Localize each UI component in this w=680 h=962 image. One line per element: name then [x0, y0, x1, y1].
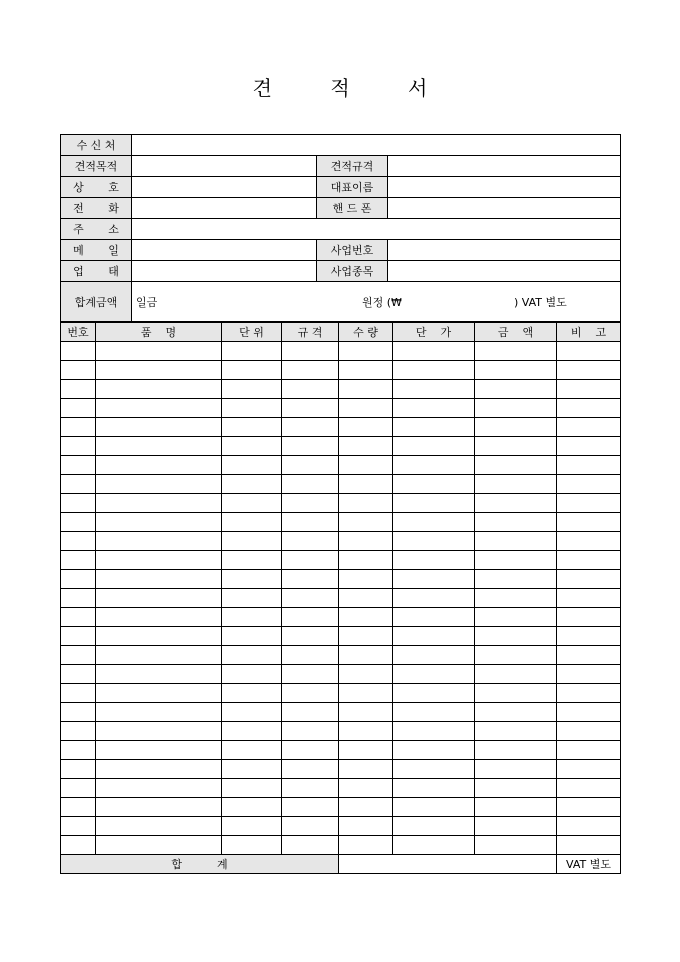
table-row [61, 418, 621, 437]
table-cell[interactable] [557, 532, 621, 551]
table-cell[interactable] [282, 551, 339, 570]
table-cell[interactable] [339, 684, 393, 703]
company-field[interactable] [132, 177, 317, 198]
table-cell[interactable] [282, 665, 339, 684]
table-cell[interactable] [557, 551, 621, 570]
table-cell[interactable] [339, 665, 393, 684]
table-cell[interactable] [557, 798, 621, 817]
table-cell[interactable] [557, 608, 621, 627]
column-header: 단 위 [222, 323, 282, 342]
table-cell[interactable] [222, 665, 282, 684]
table-cell[interactable] [282, 513, 339, 532]
table-cell[interactable] [282, 380, 339, 399]
table-cell[interactable] [282, 437, 339, 456]
table-row [61, 684, 621, 703]
table-cell[interactable] [475, 627, 557, 646]
table-cell[interactable] [61, 665, 96, 684]
table-cell[interactable] [222, 513, 282, 532]
table-row [61, 475, 621, 494]
table-row [61, 342, 621, 361]
recipient-label: 수 신 처 [61, 135, 132, 156]
table-cell[interactable] [475, 456, 557, 475]
table-cell[interactable] [222, 456, 282, 475]
table-cell[interactable] [475, 665, 557, 684]
table-cell[interactable] [339, 817, 393, 836]
table-row [61, 532, 621, 551]
table-cell[interactable] [96, 646, 222, 665]
table-cell[interactable] [393, 532, 475, 551]
table-cell[interactable] [339, 570, 393, 589]
table-cell[interactable] [557, 779, 621, 798]
table-cell[interactable] [393, 741, 475, 760]
table-cell[interactable] [393, 361, 475, 380]
table-cell[interactable] [222, 570, 282, 589]
table-cell[interactable] [282, 342, 339, 361]
table-cell[interactable] [557, 380, 621, 399]
table-row [61, 494, 621, 513]
table-cell[interactable] [222, 722, 282, 741]
table-cell[interactable] [96, 475, 222, 494]
table-cell[interactable] [222, 380, 282, 399]
table-cell[interactable] [339, 836, 393, 855]
table-cell[interactable] [222, 532, 282, 551]
spec-label: 견적규격 [317, 156, 388, 177]
table-cell[interactable] [61, 551, 96, 570]
table-cell[interactable] [339, 399, 393, 418]
ceo-label: 대표이름 [317, 177, 388, 198]
table-cell[interactable] [393, 551, 475, 570]
email-field[interactable] [132, 240, 317, 261]
table-cell[interactable] [222, 779, 282, 798]
table-cell[interactable] [475, 342, 557, 361]
table-cell[interactable] [61, 342, 96, 361]
table-cell[interactable] [557, 703, 621, 722]
table-cell[interactable] [393, 494, 475, 513]
ceo-field[interactable] [388, 177, 621, 198]
table-cell[interactable] [222, 817, 282, 836]
table-cell[interactable] [339, 646, 393, 665]
table-cell[interactable] [96, 399, 222, 418]
table-cell[interactable] [96, 608, 222, 627]
table-cell[interactable] [475, 589, 557, 608]
table-cell[interactable] [557, 361, 621, 380]
table-cell[interactable] [557, 760, 621, 779]
recipient-field[interactable] [132, 135, 621, 156]
table-cell[interactable] [282, 684, 339, 703]
table-cell[interactable] [96, 722, 222, 741]
table-cell[interactable] [393, 456, 475, 475]
table-row [61, 722, 621, 741]
table-cell[interactable] [61, 760, 96, 779]
table-cell[interactable] [475, 608, 557, 627]
table-row [61, 608, 621, 627]
table-cell[interactable] [475, 722, 557, 741]
table-cell[interactable] [557, 589, 621, 608]
table-cell[interactable] [339, 532, 393, 551]
table-cell[interactable] [61, 361, 96, 380]
table-cell[interactable] [282, 475, 339, 494]
table-cell[interactable] [282, 646, 339, 665]
table-cell[interactable] [96, 760, 222, 779]
table-cell[interactable] [557, 627, 621, 646]
table-cell[interactable] [61, 437, 96, 456]
table-cell[interactable] [339, 722, 393, 741]
table-row [61, 779, 621, 798]
items-table [60, 322, 621, 874]
table-cell[interactable] [96, 570, 222, 589]
table-cell[interactable] [475, 741, 557, 760]
table-cell[interactable] [282, 722, 339, 741]
total-amount-field[interactable] [339, 855, 557, 874]
table-cell[interactable] [96, 532, 222, 551]
table-cell[interactable] [282, 589, 339, 608]
table-cell[interactable] [557, 817, 621, 836]
mobile-label: 핸 드 폰 [317, 198, 388, 219]
table-cell[interactable] [61, 722, 96, 741]
table-cell[interactable] [475, 817, 557, 836]
table-cell[interactable] [393, 684, 475, 703]
table-row [61, 456, 621, 475]
table-cell[interactable] [222, 703, 282, 722]
table-cell[interactable] [282, 570, 339, 589]
table-cell[interactable] [61, 836, 96, 855]
table-cell[interactable] [222, 475, 282, 494]
amount-prefix: 일금 [136, 295, 158, 309]
bizno-label: 사업번호 [317, 240, 388, 261]
table-row [61, 646, 621, 665]
table-cell[interactable] [557, 437, 621, 456]
table-cell[interactable] [557, 722, 621, 741]
table-cell[interactable] [282, 836, 339, 855]
table-cell[interactable] [393, 627, 475, 646]
table-row [61, 665, 621, 684]
table-row [61, 760, 621, 779]
table-cell[interactable] [222, 608, 282, 627]
table-cell[interactable] [282, 798, 339, 817]
bizitem-field[interactable] [388, 261, 621, 282]
table-cell[interactable] [61, 779, 96, 798]
amount-field[interactable] [132, 282, 621, 322]
table-cell[interactable] [339, 798, 393, 817]
table-cell[interactable] [393, 779, 475, 798]
table-cell[interactable] [557, 646, 621, 665]
table-cell[interactable] [339, 342, 393, 361]
table-cell[interactable] [339, 760, 393, 779]
table-cell[interactable] [339, 551, 393, 570]
table-cell[interactable] [61, 570, 96, 589]
table-cell[interactable] [61, 399, 96, 418]
table-cell[interactable] [339, 513, 393, 532]
mobile-field[interactable] [388, 198, 621, 219]
table-cell[interactable] [96, 437, 222, 456]
table-cell[interactable] [339, 475, 393, 494]
table-cell[interactable] [339, 741, 393, 760]
info-table [60, 134, 621, 322]
table-cell[interactable] [393, 570, 475, 589]
column-header: 품 명 [96, 323, 222, 342]
biztype-field[interactable] [132, 261, 317, 282]
items-header-row [61, 323, 621, 342]
table-cell[interactable] [222, 418, 282, 437]
table-cell[interactable] [61, 741, 96, 760]
column-header: 규 격 [282, 323, 339, 342]
table-cell[interactable] [61, 418, 96, 437]
table-cell[interactable] [393, 380, 475, 399]
table-row [61, 741, 621, 760]
table-cell[interactable] [393, 418, 475, 437]
table-cell[interactable] [61, 475, 96, 494]
table-cell[interactable] [96, 798, 222, 817]
address-label: 주 소 [61, 219, 132, 240]
table-cell[interactable] [557, 418, 621, 437]
table-cell[interactable] [393, 722, 475, 741]
table-cell[interactable] [61, 608, 96, 627]
table-cell[interactable] [475, 570, 557, 589]
table-cell[interactable] [339, 608, 393, 627]
table-cell[interactable] [557, 456, 621, 475]
table-cell[interactable] [557, 836, 621, 855]
table-row [61, 513, 621, 532]
purpose-label: 견적목적 [61, 156, 132, 177]
column-header: 번호 [61, 323, 96, 342]
table-row [61, 836, 621, 855]
company-label: 상 호 [61, 177, 132, 198]
table-cell[interactable] [282, 760, 339, 779]
amount-won: 원정 (₩ [362, 295, 402, 309]
table-cell[interactable] [61, 494, 96, 513]
table-cell[interactable] [339, 627, 393, 646]
table-cell[interactable] [222, 760, 282, 779]
table-cell[interactable] [557, 741, 621, 760]
table-cell[interactable] [96, 836, 222, 855]
table-cell[interactable] [222, 399, 282, 418]
table-cell[interactable] [339, 703, 393, 722]
table-cell[interactable] [339, 380, 393, 399]
column-header: 금 액 [475, 323, 557, 342]
table-cell[interactable] [222, 494, 282, 513]
table-cell[interactable] [96, 342, 222, 361]
table-cell[interactable] [282, 817, 339, 836]
table-cell[interactable] [475, 760, 557, 779]
document-title: 견 적 서 [252, 76, 454, 100]
table-cell[interactable] [557, 342, 621, 361]
table-cell[interactable] [339, 494, 393, 513]
column-header: 비 고 [557, 323, 621, 342]
column-header: 수 량 [339, 323, 393, 342]
table-cell[interactable] [339, 589, 393, 608]
table-cell[interactable] [557, 570, 621, 589]
table-cell[interactable] [475, 399, 557, 418]
table-cell[interactable] [96, 551, 222, 570]
address-field[interactable] [132, 219, 621, 240]
table-cell[interactable] [61, 380, 96, 399]
purpose-field[interactable] [132, 156, 317, 177]
table-cell[interactable] [96, 361, 222, 380]
amount-vat: ) VAT 별도 [514, 295, 567, 309]
table-cell[interactable] [475, 779, 557, 798]
table-cell[interactable] [282, 608, 339, 627]
table-cell[interactable] [282, 741, 339, 760]
table-cell[interactable] [61, 817, 96, 836]
email-label: 메 일 [61, 240, 132, 261]
table-cell[interactable] [339, 779, 393, 798]
table-cell[interactable] [222, 342, 282, 361]
table-cell[interactable] [61, 456, 96, 475]
table-cell[interactable] [557, 475, 621, 494]
table-cell[interactable] [222, 798, 282, 817]
table-cell[interactable] [96, 418, 222, 437]
table-cell[interactable] [96, 703, 222, 722]
column-header: 단 가 [393, 323, 475, 342]
table-row [61, 437, 621, 456]
total-vat-note: VAT 별도 [557, 855, 621, 874]
table-cell[interactable] [222, 589, 282, 608]
table-cell[interactable] [96, 627, 222, 646]
table-cell[interactable] [61, 703, 96, 722]
table-cell[interactable] [96, 380, 222, 399]
table-cell[interactable] [475, 418, 557, 437]
table-cell[interactable] [222, 437, 282, 456]
table-cell[interactable] [393, 475, 475, 494]
table-cell[interactable] [557, 494, 621, 513]
bizno-field[interactable] [388, 240, 621, 261]
table-cell[interactable] [222, 646, 282, 665]
table-cell[interactable] [393, 798, 475, 817]
table-cell[interactable] [222, 551, 282, 570]
table-cell[interactable] [393, 608, 475, 627]
table-cell[interactable] [61, 513, 96, 532]
table-cell[interactable] [393, 703, 475, 722]
table-cell[interactable] [96, 817, 222, 836]
table-cell[interactable] [222, 684, 282, 703]
phone-label: 전 화 [61, 198, 132, 219]
table-cell[interactable] [475, 798, 557, 817]
table-cell[interactable] [339, 437, 393, 456]
table-cell[interactable] [282, 494, 339, 513]
table-row [61, 627, 621, 646]
table-cell[interactable] [393, 836, 475, 855]
table-cell[interactable] [61, 589, 96, 608]
table-cell[interactable] [282, 627, 339, 646]
table-cell[interactable] [339, 456, 393, 475]
table-cell[interactable] [96, 684, 222, 703]
table-row [61, 399, 621, 418]
table-cell[interactable] [393, 513, 475, 532]
biztype-label: 업 태 [61, 261, 132, 282]
table-row [61, 570, 621, 589]
total-label: 합 계 [61, 855, 339, 874]
table-cell[interactable] [393, 760, 475, 779]
table-row [61, 798, 621, 817]
table-cell[interactable] [475, 437, 557, 456]
table-cell[interactable] [282, 779, 339, 798]
table-cell[interactable] [222, 627, 282, 646]
table-cell[interactable] [475, 532, 557, 551]
table-cell[interactable] [475, 513, 557, 532]
table-cell[interactable] [339, 361, 393, 380]
table-cell[interactable] [61, 684, 96, 703]
table-cell[interactable] [475, 703, 557, 722]
table-cell[interactable] [282, 399, 339, 418]
table-cell[interactable] [557, 684, 621, 703]
table-cell[interactable] [96, 779, 222, 798]
table-row [61, 589, 621, 608]
table-cell[interactable] [222, 361, 282, 380]
table-cell[interactable] [475, 836, 557, 855]
table-cell[interactable] [393, 665, 475, 684]
table-cell[interactable] [393, 817, 475, 836]
table-cell[interactable] [282, 532, 339, 551]
table-cell[interactable] [222, 836, 282, 855]
table-cell[interactable] [96, 589, 222, 608]
table-cell[interactable] [61, 532, 96, 551]
table-cell[interactable] [393, 437, 475, 456]
table-cell[interactable] [393, 589, 475, 608]
table-cell[interactable] [61, 646, 96, 665]
amount-label: 합계금액 [61, 282, 132, 322]
table-cell[interactable] [475, 380, 557, 399]
table-cell[interactable] [96, 494, 222, 513]
table-cell[interactable] [475, 494, 557, 513]
table-cell[interactable] [557, 665, 621, 684]
table-cell[interactable] [475, 475, 557, 494]
table-cell[interactable] [61, 627, 96, 646]
table-cell[interactable] [393, 399, 475, 418]
table-row [61, 380, 621, 399]
table-cell[interactable] [282, 703, 339, 722]
table-cell[interactable] [282, 456, 339, 475]
table-row [61, 703, 621, 722]
table-cell[interactable] [96, 665, 222, 684]
phone-field[interactable] [132, 198, 317, 219]
table-row [61, 361, 621, 380]
table-cell[interactable] [96, 456, 222, 475]
table-cell[interactable] [96, 513, 222, 532]
table-row [61, 551, 621, 570]
table-cell[interactable] [475, 551, 557, 570]
table-cell[interactable] [475, 646, 557, 665]
table-cell[interactable] [282, 418, 339, 437]
table-cell[interactable] [393, 342, 475, 361]
table-cell[interactable] [557, 399, 621, 418]
table-cell[interactable] [96, 741, 222, 760]
table-cell[interactable] [475, 361, 557, 380]
table-cell[interactable] [393, 646, 475, 665]
table-cell[interactable] [475, 684, 557, 703]
table-cell[interactable] [61, 798, 96, 817]
table-cell[interactable] [222, 741, 282, 760]
table-cell[interactable] [339, 418, 393, 437]
spec-field[interactable] [388, 156, 621, 177]
table-cell[interactable] [282, 361, 339, 380]
table-cell[interactable] [557, 513, 621, 532]
table-row [61, 817, 621, 836]
bizitem-label: 사업종목 [317, 261, 388, 282]
